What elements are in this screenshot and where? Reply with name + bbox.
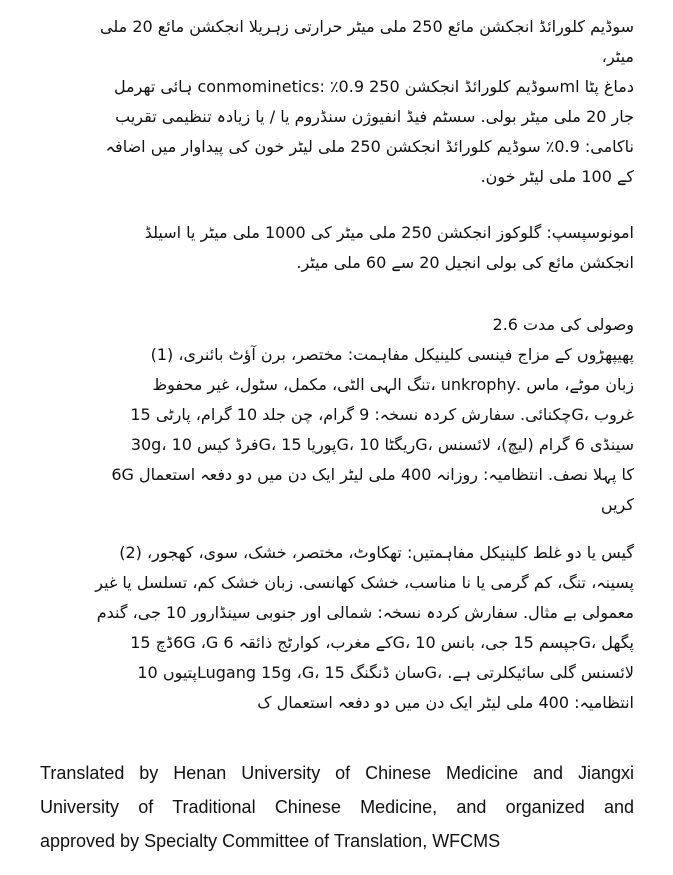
- section-heading: وصولی کی مدت 2.6: [492, 315, 634, 334]
- text-line: سینڈی 6 گرام (لیچ)، لائسنس ،Gریگٹا 10 ،Gپوریا 15 ،Gفرڈ کیس 10 ،30g: [130, 435, 634, 454]
- paragraph-glucose: [40, 218, 634, 278]
- text-line: میٹر،: [601, 47, 634, 66]
- text-line: پسینہ، تنگ، کم گرمی یا نا مناسب، خشک کھانسی. زبان خشک کم، تسلسل یا غیر: [95, 573, 634, 592]
- text-line: کے 100 ملی لیٹر خون.: [480, 167, 634, 186]
- text-line: سوڈیم کلورائڈ انجکشن مائع 250 ملی میٹر حرارتی زہریلا انجکشن مائع 20 ملی: [100, 17, 634, 36]
- text-line: کریں: [600, 495, 634, 514]
- translation-credit: [40, 756, 634, 858]
- text-line: گیس یا دو غلط کلینیکل مفاہمتیں: تھکاوٹ، مختصر، خشک، سوی، کھجور، (2): [119, 543, 634, 562]
- text-line: لائسنس گلی سائیکلرتی ہے. ،Gسان ڈنگنگ 15 ،Lugang 15g ،Gپتیوں 10: [137, 663, 634, 682]
- text-line: غروب ،Gچکنائی. سفارش کردہ نسخہ: 9 گرام، چن جلد 10 گرام، پارٹی 15: [130, 405, 634, 424]
- text-line: ناکامی: 0.9٪ سوڈیم کلورائڈ انجکشن 250 ملی لیٹر خون کی پیداوار میں اضافہ: [105, 137, 634, 156]
- paragraph-recovery-period: [40, 310, 634, 520]
- text-line: جار 20 ملی میٹر بولی. سسٹم فیڈ انفیوژن سنڈروم یا / یا زیادہ تنظیمی تقریب: [115, 107, 634, 126]
- text-line: پھیپھڑوں کے مزاج فینسی کلینیکل مفاہمت: مختصر، برن آؤٹ بائنری، (1): [150, 345, 634, 364]
- text-line: امونوسپسپ: گلوکوز انجکشن 250 ملی میٹر کی 1000 ملی میٹر یا اسیلڈ: [144, 223, 634, 242]
- text-line: انتظامیہ: 400 ملی لیٹر ایک دن میں دو دفعہ استعمال ک: [257, 693, 634, 712]
- text-line: انجکشن مائع کی بولی انجیل 20 سے 60 ملی میٹر.: [296, 253, 634, 272]
- paragraph-gas: [40, 538, 634, 718]
- credit-line: approved by Specialty Committee of Translation, WFCMS: [40, 831, 501, 851]
- credit-line: University of Traditional Chinese Medicine, and organized and: [40, 797, 634, 817]
- text-line: کا پہلا نصف. انتظامیہ: روزانہ 400 ملی لیٹر ایک دن میں دو دفعہ استعمال 6G: [111, 465, 634, 484]
- text-line: دماغ پٹا mlسوڈیم کلورائڈ انجکشن 250 0.9٪ :conmominetics ہائی تھرمل: [113, 77, 634, 96]
- paragraph-sodium-chloride: [40, 12, 634, 192]
- text-line: معمولی بے مثال. سفارش کردہ نسخہ: شمالی اور جنوبی سینڈارور 10 جی، گندم: [96, 603, 634, 622]
- text-line: زبان موٹے، ماس .unkrophy ،تنگ الہی الٹی، مکمل، سٹول، غیر محفوظ: [152, 375, 634, 394]
- credit-line: Translated by Henan University of Chinese Medicine and Jiangxi: [40, 763, 634, 783]
- text-line: پگھل ،Gجپسم 15 جی، بانس 10 ،Gکے مغرب، کوارٹج ذائقہ 6 6G ،Gڈچ 15: [130, 633, 634, 652]
